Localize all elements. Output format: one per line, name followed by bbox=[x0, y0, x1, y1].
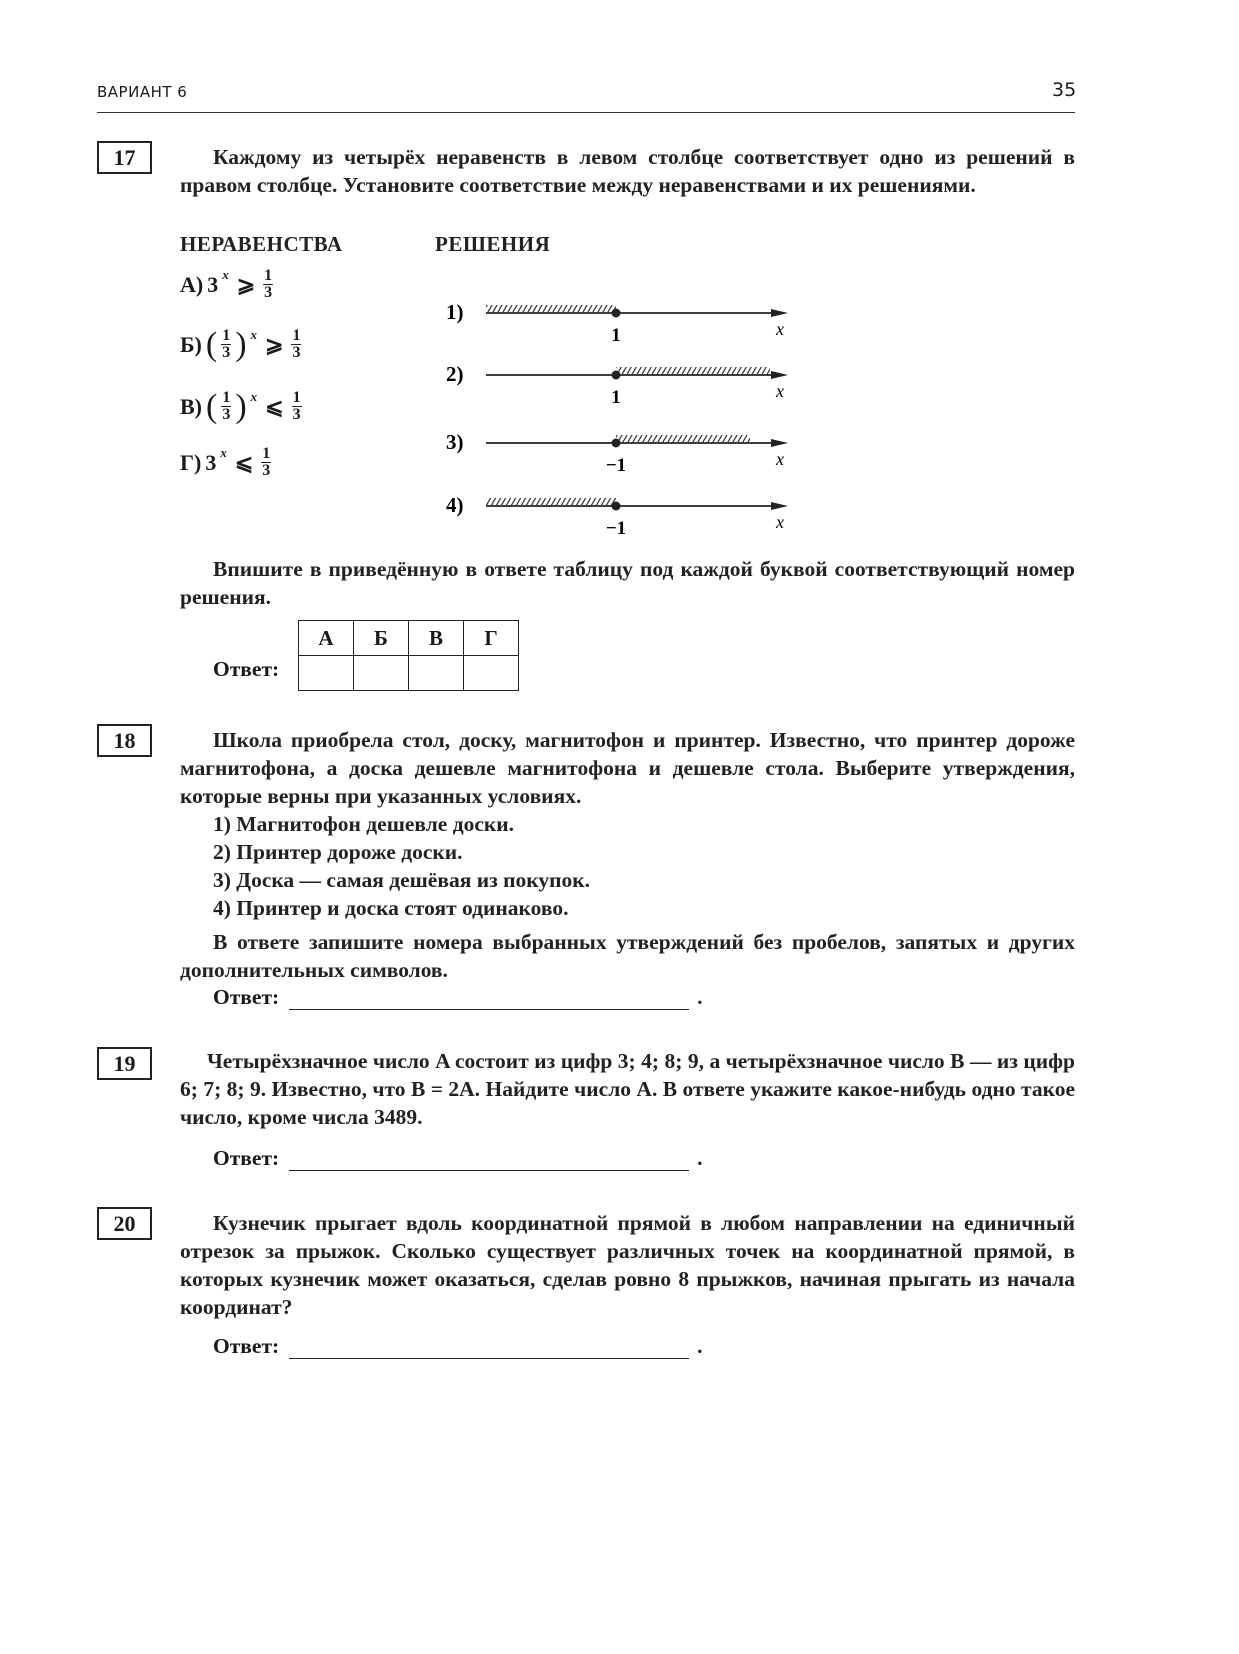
answer-field[interactable] bbox=[289, 1150, 689, 1171]
rhs-fraction: $\frac{1}{3}$ bbox=[292, 327, 301, 361]
point-marker bbox=[612, 371, 621, 380]
inequality-label: Б) bbox=[180, 331, 202, 357]
point-marker bbox=[612, 309, 621, 318]
exponent: x bbox=[220, 444, 227, 460]
header-rule bbox=[97, 112, 1075, 113]
solution-label: 4) bbox=[446, 493, 464, 517]
task-19-statement: Четырёхзначное число A состоит из цифр 3; 4; 8; 9, а четырёхзначное число B — из цифр 6; 7; 8; 9. Известно, что B = 2A. Найдите число A. В ответе укажите какое-нибудь одно такое число, кроме числа 3489. bbox=[180, 1049, 1075, 1129]
exponent: x bbox=[250, 326, 258, 342]
answer-label: Ответ: bbox=[213, 1146, 280, 1170]
task-20-text bbox=[180, 1209, 1075, 1321]
axis-label: x bbox=[776, 381, 784, 401]
paren: ( bbox=[205, 325, 218, 363]
answer-cell-a[interactable] bbox=[299, 656, 354, 691]
inequality-item bbox=[180, 387, 302, 425]
task-17-text bbox=[180, 143, 1075, 199]
base: 3 bbox=[205, 449, 217, 475]
point-value: −1 bbox=[605, 455, 627, 476]
axis-label: x bbox=[776, 319, 784, 339]
point-value: −1 bbox=[605, 518, 627, 539]
answer-field[interactable] bbox=[289, 1338, 689, 1359]
task-20-statement: Кузнечик прыгает вдоль координатной прямой в любом направлении на единичный отрезок за прыжок. Сколько существует различных точек на координатной прямой, в которых кузнечик может оказаться, сделав ровно 8 прыжков, начиная прыгать из начала координат? bbox=[180, 1211, 1075, 1319]
inequality-item bbox=[180, 268, 273, 301]
answer-col-a: А bbox=[299, 621, 354, 656]
task-18-text bbox=[180, 726, 1075, 984]
arrow-icon bbox=[771, 502, 788, 510]
task-number-19: 19 bbox=[97, 1047, 152, 1080]
task-18-option-4: 4) Принтер и доска стоят одинаково. bbox=[213, 896, 569, 920]
solution-label: 3) bbox=[446, 430, 464, 454]
answer-field[interactable] bbox=[289, 989, 689, 1010]
point-value: 1 bbox=[611, 387, 621, 408]
col-solutions-heading: РЕШЕНИЯ bbox=[435, 232, 551, 256]
answer-cell-v[interactable] bbox=[409, 656, 464, 691]
rhs-fraction: $\frac{1}{3}$ bbox=[262, 445, 271, 479]
task-18-option-3: 3) Доска — самая дешёвая из покупок. bbox=[213, 868, 590, 892]
paren: ) bbox=[235, 325, 247, 363]
point-marker bbox=[612, 502, 621, 511]
answer-cell-g[interactable] bbox=[464, 656, 519, 691]
inequality-item bbox=[180, 446, 271, 479]
task-number-18: 18 bbox=[97, 724, 152, 757]
solution-label: 1) bbox=[446, 300, 464, 324]
task-17-instruction: Впишите в приведённую в ответе таблицу под каждой буквой соответствующий номер решения. bbox=[180, 557, 1075, 609]
solutions-number-lines bbox=[440, 290, 820, 540]
paren: ( bbox=[206, 387, 218, 425]
axis-label: x bbox=[776, 512, 784, 532]
inequality-label: Г) bbox=[180, 449, 202, 475]
task-17-instruction-block bbox=[180, 555, 1075, 611]
rhs-fraction: $\frac{1}{3}$ bbox=[292, 389, 301, 423]
answer-dot: . bbox=[697, 1146, 703, 1170]
arrow-icon bbox=[771, 309, 788, 317]
exponent: x bbox=[250, 388, 258, 404]
exponent: x bbox=[222, 266, 229, 282]
task-18-statement: Школа приобрела стол, доску, магнитофон и принтер. Известно, что принтер дороже магнитофона, а доска дешевле магнитофона и дешевле стола. Выберите утверждения, которые верны при указанных условиях. bbox=[180, 728, 1075, 808]
answer-cell-b[interactable] bbox=[354, 656, 409, 691]
answer-col-v: В bbox=[409, 621, 464, 656]
task-19-text bbox=[180, 1047, 1075, 1131]
inequality-sign: ⩾ bbox=[265, 331, 284, 357]
arrow-icon bbox=[771, 371, 788, 379]
hatching bbox=[486, 305, 616, 312]
hatching bbox=[616, 367, 770, 374]
answer-label: Ответ: bbox=[213, 985, 280, 1009]
inequality-sign: ⩽ bbox=[265, 393, 284, 419]
point-marker bbox=[612, 439, 621, 448]
task-18-answer bbox=[213, 985, 703, 1010]
point-value: 1 bbox=[611, 325, 621, 346]
task-number-20: 20 bbox=[97, 1207, 152, 1240]
task-19-answer bbox=[213, 1146, 703, 1171]
task-18-instruction: В ответе запишите номера выбранных утверждений без пробелов, запятых и других дополнительных символов. bbox=[180, 930, 1075, 982]
inequality-label: В) bbox=[180, 393, 202, 419]
solution-label: 2) bbox=[446, 362, 464, 386]
answer-col-b: Б bbox=[354, 621, 409, 656]
hatching bbox=[486, 498, 616, 505]
answer-dot: . bbox=[697, 985, 703, 1009]
variant-header: ВАРИАНТ 6 bbox=[97, 83, 188, 101]
arrow-icon bbox=[771, 439, 788, 447]
rhs-fraction: $\frac{1}{3}$ bbox=[264, 267, 273, 301]
axis-label: x bbox=[776, 449, 784, 469]
inequality-item bbox=[180, 325, 301, 363]
inequality-label: А) bbox=[180, 271, 204, 297]
base-fraction: $\frac{1}{3}$ bbox=[222, 327, 231, 361]
base: 3 bbox=[207, 271, 219, 297]
page-number: 35 bbox=[1052, 79, 1077, 101]
task-number-17: 17 bbox=[97, 141, 152, 174]
task-17-answer-table bbox=[298, 620, 519, 691]
inequality-sign: ⩾ bbox=[236, 271, 256, 297]
hatching bbox=[616, 435, 750, 442]
task-17-answer-label: Ответ: bbox=[213, 657, 280, 681]
answer-col-g: Г bbox=[464, 621, 519, 656]
inequality-sign: ⩽ bbox=[234, 449, 254, 475]
task-18-option-1: 1) Магнитофон дешевле доски. bbox=[213, 812, 515, 836]
task-20-answer bbox=[213, 1334, 703, 1359]
base-fraction: $\frac{1}{3}$ bbox=[222, 389, 231, 423]
paren: ) bbox=[235, 387, 247, 425]
task-18-option-2: 2) Принтер дороже доски. bbox=[213, 840, 463, 864]
answer-dot: . bbox=[697, 1334, 703, 1358]
col-inequalities-heading: НЕРАВЕНСТВА bbox=[180, 232, 343, 256]
task-17-statement: Каждому из четырёх неравенств в левом столбце соответствует одно из решений в правом столбце. Установите соответствие между неравенствами и их решениями. bbox=[180, 145, 1075, 197]
answer-label: Ответ: bbox=[213, 1334, 280, 1358]
